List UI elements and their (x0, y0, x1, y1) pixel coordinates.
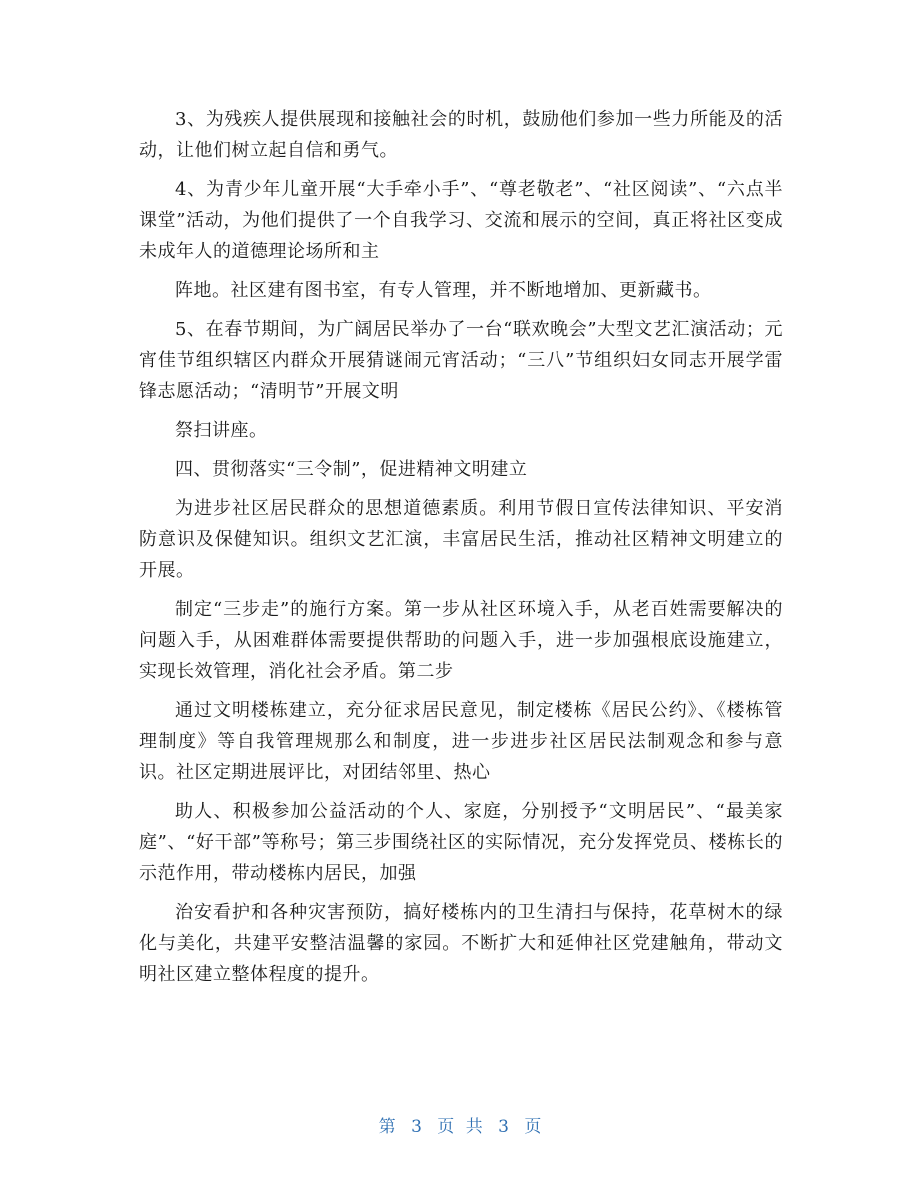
paragraph-3: 阵地。社区建有图书室，有专人管理，并不断地增加、更新藏书。 (175, 280, 712, 301)
footer-mid: 页 共 (437, 1117, 483, 1137)
paragraph-7: 为进步社区居民群众的思想道德素质。利用节假日宣传法律知识、平安消防意识及保健知识。组织文艺汇演，丰富居民生活，推动社区精神文明建立的开展。 (139, 498, 783, 581)
paragraph-2: 4、为青少年儿童开展“大手牵小手”、“尊老敬老”、“社区阅读”、“六点半课堂”活动，为他们提供了一个自我学习、交流和展示的空间，真正将社区变成未成年人的道德理论场所和主 (139, 179, 783, 262)
document-body (139, 104, 783, 998)
paragraph-11: 治安看护和各种灾害预防，搞好楼栋内的卫生清扫与保持，花草树木的绿化与美化，共建平安整洁温馨的家园。不断扩大和延伸社区党建触角，带动文明社区建立整体程度的提升。 (139, 902, 783, 985)
paragraph-8: 制定“三步走”的施行方案。第一步从社区环境入手，从老百姓需要解决的问题入手，从困难群体需要提供帮助的问题入手，进一步加强根底设施建立，实现长效管理，消化社会矛盾。第二步 (139, 599, 783, 682)
paragraph-1: 3、为残疾人提供展现和接触社会的时机，鼓励他们参加一些力所能及的活动，让他们树立起自信和勇气。 (139, 109, 783, 161)
footer-suffix: 页 (524, 1117, 542, 1137)
footer-current-page: 3 (411, 1117, 422, 1137)
page-footer (0, 1112, 920, 1137)
paragraph-9: 通过文明楼栋建立，充分征求居民意见，制定楼栋《居民公约》、《楼栋管理制度》等自我管理规那么和制度，进一步进步社区居民法制观念和参与意识。社区定期进展评比，对团结邻里、热心 (139, 700, 783, 783)
footer-prefix: 第 (378, 1117, 396, 1137)
paragraph-4: 5、在春节期间，为广阔居民举办了一台“联欢晚会”大型文艺汇演活动；元宵佳节组织辖区内群众开展猜谜闹元宵活动；“三八”节组织妇女同志开展学雷锋志愿活动；“清明节”开展文明 (139, 319, 783, 402)
paragraph-10: 助人、积极参加公益活动的个人、家庭，分别授予“文明居民”、“最美家庭”、“好干部”等称号；第三步围绕社区的实际情况，充分发挥党员、楼栋长的示范作用，带动楼栋内居民，加强 (139, 801, 783, 884)
paragraph-5: 祭扫讲座。 (175, 420, 268, 441)
footer-total-pages: 3 (498, 1117, 509, 1137)
section-heading: 四、贯彻落实“三令制”，促进精神文明建立 (175, 459, 528, 480)
